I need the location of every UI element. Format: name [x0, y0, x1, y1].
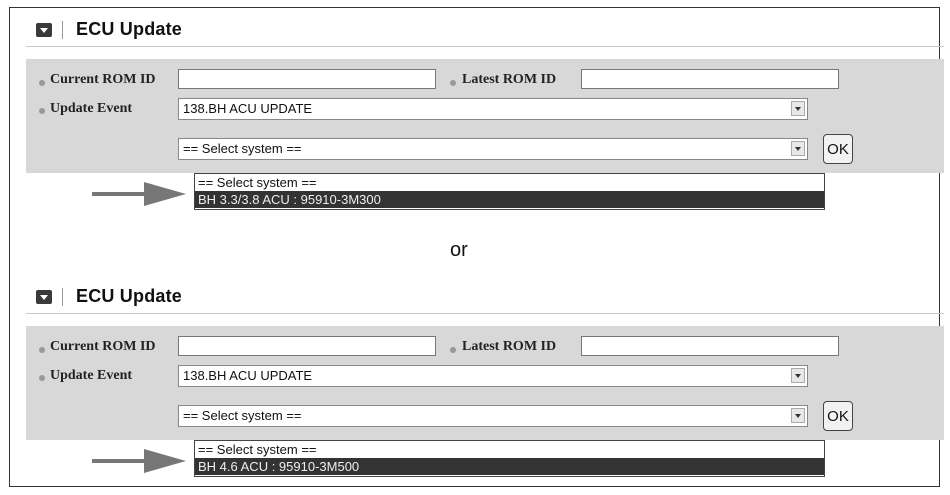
panel-title: ECU Update [76, 286, 183, 306]
system-select[interactable] [178, 405, 808, 427]
chevron-down-icon[interactable] [791, 408, 805, 423]
bullet-icon [39, 80, 45, 86]
current-rom-input[interactable] [178, 69, 436, 89]
header-divider [62, 288, 63, 306]
figure-frame [9, 7, 940, 487]
bullet-icon [39, 375, 45, 381]
ok-button[interactable]: OK [823, 401, 853, 431]
update-event-select[interactable] [178, 365, 808, 387]
update-event-value: 138.BH ACU UPDATE [183, 101, 313, 116]
collapse-toggle-icon[interactable] [36, 23, 52, 37]
update-event-label: Update Event [50, 368, 133, 383]
ecu-update-panel-1 [26, 17, 944, 207]
current-rom-input[interactable] [178, 336, 436, 356]
update-event-value: 138.BH ACU UPDATE [183, 368, 313, 383]
bullet-icon [450, 347, 456, 353]
chevron-down-icon[interactable] [791, 368, 805, 383]
header-underline [26, 46, 944, 47]
chevron-down-icon[interactable] [791, 141, 805, 156]
collapse-toggle-icon[interactable] [36, 290, 52, 304]
dropdown-option-highlighted[interactable]: BH 3.3/3.8 ACU : 95910-3M300 [195, 191, 824, 208]
header-divider [62, 21, 63, 39]
ecu-update-panel-2 [26, 284, 944, 474]
bullet-icon [39, 347, 45, 353]
panel-header [26, 17, 944, 45]
chevron-down-icon[interactable] [791, 101, 805, 116]
arrow-right-icon [92, 180, 187, 208]
bullet-icon [39, 108, 45, 114]
dropdown-option[interactable]: == Select system == [198, 175, 317, 190]
or-separator: or [450, 239, 468, 261]
system-select-value: == Select system == [183, 408, 302, 423]
latest-rom-input[interactable] [581, 69, 839, 89]
system-select-value: == Select system == [183, 141, 302, 156]
dropdown-option-highlighted[interactable]: BH 4.6 ACU : 95910-3M500 [195, 458, 824, 475]
current-rom-label: Current ROM ID [50, 72, 156, 87]
system-select[interactable] [178, 138, 808, 160]
system-dropdown-list [194, 173, 825, 210]
form-area [26, 326, 944, 440]
current-rom-label: Current ROM ID [50, 339, 156, 354]
arrow-right-icon [92, 447, 187, 475]
update-event-label: Update Event [50, 101, 133, 116]
latest-rom-input[interactable] [581, 336, 839, 356]
dropdown-option[interactable]: == Select system == [198, 442, 317, 457]
system-dropdown-list [194, 440, 825, 477]
panel-title: ECU Update [76, 19, 183, 39]
form-area [26, 59, 944, 173]
latest-rom-label: Latest ROM ID [462, 339, 557, 354]
panel-header [26, 284, 944, 312]
bullet-icon [450, 80, 456, 86]
update-event-select[interactable] [178, 98, 808, 120]
header-underline [26, 313, 944, 314]
latest-rom-label: Latest ROM ID [462, 72, 557, 87]
ok-button[interactable]: OK [823, 134, 853, 164]
